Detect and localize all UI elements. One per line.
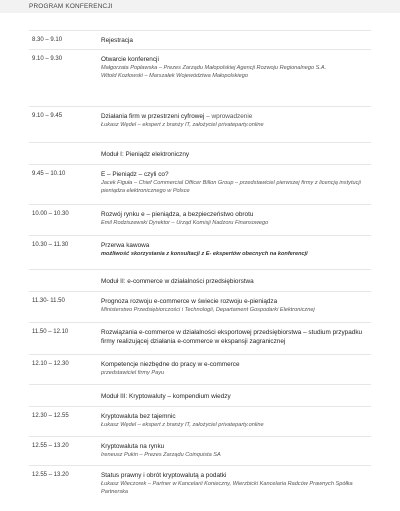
module-title: Moduł I: Pieniądz elektroniczny xyxy=(101,151,190,158)
module-title: Moduł II: e-commerce w działalności przedsiębiorstwa xyxy=(101,278,254,285)
program-header xyxy=(0,0,400,13)
module-2-heading xyxy=(29,269,371,292)
agenda-row-crypto-law xyxy=(29,465,371,511)
row-time: 12.10 – 12.30 xyxy=(32,361,69,367)
row-title: Status prawny i obrót kryptowalutą a podatki xyxy=(101,472,227,479)
agenda-row-crypto-basics xyxy=(29,406,371,437)
row-title: E – Pieniądz – czyli co? xyxy=(101,171,169,178)
row-time: 12.30 – 12.55 xyxy=(32,413,69,419)
module-title: Moduł III: Kryptowaluty – kompendium wiedzy xyxy=(101,393,231,400)
row-speaker: Witold Kozłowski – Marszałek Województwa Małopolskiego xyxy=(101,73,248,79)
agenda-row-market xyxy=(29,204,371,236)
row-title: Kryptowaluta na rynku xyxy=(101,443,165,450)
agenda-row-competences xyxy=(29,354,371,385)
agenda-row-coffee-break xyxy=(29,235,371,270)
row-title-suffix: – wprowadzenie xyxy=(204,113,253,120)
row-title: Rozwój rynku e – pieniądza, a bezpieczeństwo obrotu xyxy=(101,211,254,218)
row-title: Przerwa kawowa xyxy=(101,242,150,249)
agenda-row-export xyxy=(29,322,371,355)
row-time: 12.55 – 13.20 xyxy=(32,472,69,478)
row-time: 9.10 – 9.45 xyxy=(32,113,63,119)
agenda-row-crypto-market xyxy=(29,436,371,466)
row-speaker: Emil Rodziszewski Dyrektor – Urząd Komisji Nadzoru Finansowego xyxy=(101,220,269,226)
row-title: Kompetencje niezbędne do pracy w e-commerce xyxy=(101,361,240,368)
row-title-wrap xyxy=(101,112,371,121)
row-title: Otwarcie konferencji xyxy=(101,56,159,63)
row-title: Działania firm w przestrzeni cyfrowej xyxy=(101,113,205,120)
row-time: 10.00 – 10.30 xyxy=(32,211,69,217)
row-speaker: Łukasz Wędel – ekspert z branży IT, założyciel privateparty.online xyxy=(101,122,264,128)
row-title: Kryptowaluta bez tajemnic xyxy=(101,413,176,420)
row-time: 8.30 – 9.10 xyxy=(32,37,63,43)
row-time: 10.30 – 11.30 xyxy=(32,242,69,248)
row-speaker: Ministerstwo Przedsiębiorczości i Technologii, Departament Gospodarki Elektronicznej xyxy=(101,307,315,313)
agenda-row-epieniadz xyxy=(29,164,371,205)
row-title: Prognoza rozwoju e-commerce w świecie rozwoju e-pieniądza xyxy=(101,298,278,305)
row-speaker: Łukasz Wieczorek – Partner w Kancelarii Konieczny, Wierzbicki Kancelaria Radców Prawnych Spółka Partnerska xyxy=(101,481,353,495)
row-time: 9.10 – 9.30 xyxy=(32,56,63,62)
row-speaker: Małgorzata Popławska – Prezes Zarządu Małopolskiej Agencji Rozwoju Regionalnego S.A. xyxy=(101,65,327,71)
row-time: 9.45 – 10.10 xyxy=(32,171,66,177)
agenda-row-opening xyxy=(29,49,371,107)
module-1-heading xyxy=(29,142,371,165)
row-title: Rozwiązania e-commerce w działalności eksportowej przedsiębiorstwa – studium przypadku firmy realizującej działania e-commerce w ekspansji zagranicznej xyxy=(101,329,363,345)
row-note: możliwość skorzystania z konsultacji z E- ekspertów obecnych na konferencji xyxy=(101,251,308,257)
row-time: 11.50 – 12.10 xyxy=(32,329,69,335)
row-time: 12.55 – 13.20 xyxy=(32,443,69,449)
agenda-row-forecast xyxy=(29,291,371,323)
row-speaker: Łukasz Wędel – ekspert z branży IT, założyciel privateparty.online xyxy=(101,422,264,428)
row-title: Rejestracja xyxy=(101,37,133,44)
row-speaker: przedstawiciel firmy Payu xyxy=(101,370,165,376)
agenda-row-registration xyxy=(29,30,371,50)
row-speaker: Ireneusz Pukin – Prezes Zarządu Coinquista SA xyxy=(101,452,221,458)
page-title: PROGRAM KONFERENCJI xyxy=(29,3,113,10)
row-speaker: Jacek Figuła – Chief Commercial Officer Billon Group – przedstawiciel pierwszej firmy z licencją instytucji pieniądza elektronicznego w Polsce xyxy=(101,180,361,194)
module-3-heading xyxy=(29,384,371,407)
agenda-row-intro xyxy=(29,106,371,143)
row-time: 11.30- 11.50 xyxy=(32,298,65,304)
